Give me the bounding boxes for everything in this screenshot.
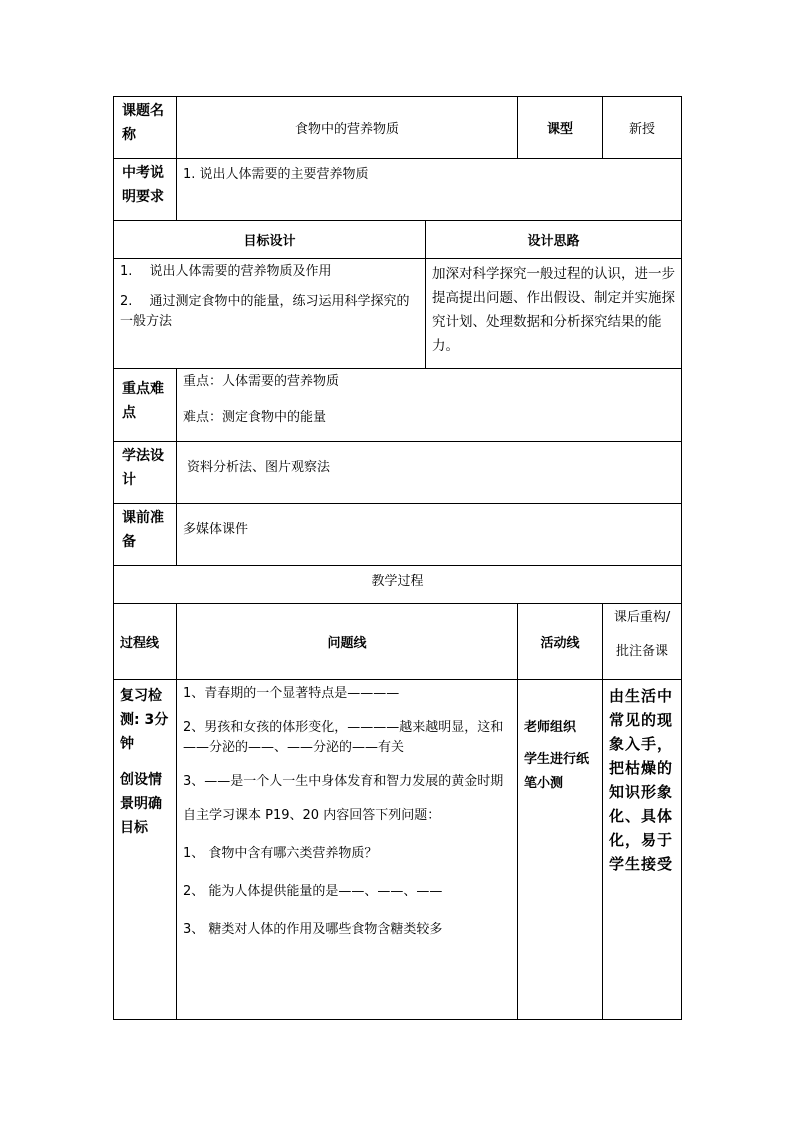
question-item: 1、青春期的一个显著特点是———— [183, 686, 400, 701]
key-points-label-cell [114, 369, 177, 442]
question-item: 1、 食物中含有哪六类营养物质？ [183, 846, 378, 861]
questions-cell [177, 680, 518, 1020]
exam-requirements-label-cell [114, 159, 177, 221]
lesson-plan-table [113, 96, 682, 1020]
col-activity-header: 活动线 [540, 636, 580, 651]
goals-cell [114, 259, 426, 369]
title-row [114, 97, 682, 159]
process-title: 教学过程 [371, 574, 424, 589]
prep-label-cell [114, 504, 177, 566]
goal-header: 目标设计 [243, 234, 296, 249]
design-content-row [114, 259, 682, 369]
title-label: 课题名称 [122, 103, 164, 143]
idea-header-cell [426, 221, 682, 259]
question-item: 2、 能为人体提供能量的是——、——、—— [183, 884, 443, 899]
stage-cell [114, 680, 177, 1020]
col-notes-cell [603, 604, 682, 680]
prep-label: 课前准备 [122, 510, 164, 550]
idea-text: 加深对科学探究一般过程的认识，进一步提高提出问题、作出假设、制定并实施探究计划、处理数据和分析探究结果的能力。 [432, 266, 675, 354]
key-points-label: 重点难点 [122, 381, 164, 421]
method-label: 学法设计 [122, 448, 164, 488]
difficulty-text: 难点：测定食物中的能量 [183, 410, 327, 425]
activity-quiz: 学生进行纸笔小测 [524, 752, 590, 791]
lesson-plan-sheet [113, 96, 681, 1020]
activity-cell [518, 680, 603, 1020]
col-activity-cell [518, 604, 603, 680]
design-header-row [114, 221, 682, 259]
stage-context: 创设情景明确目标 [120, 772, 162, 836]
goal-item: 1. 说出人体需要的营养物质及作用 [120, 264, 332, 279]
col-notes-header-line-1: 课后重构/ [613, 610, 671, 625]
key-points-row [114, 369, 682, 442]
type-label-cell [518, 97, 603, 159]
type-label: 课型 [547, 122, 574, 137]
method-cell [177, 442, 682, 504]
title-value: 食物中的营养物质 [295, 122, 400, 137]
question-item: 3、——是一个人一生中身体发育和智力发展的黄金时期 [183, 774, 504, 789]
process-content-row [114, 680, 682, 1020]
col-question-cell [177, 604, 518, 680]
idea-cell [426, 259, 682, 369]
type-value: 新授 [629, 122, 656, 137]
title-value-cell [177, 97, 518, 159]
prep-cell [177, 504, 682, 566]
title-label-cell [114, 97, 177, 159]
prep-text: 多媒体课件 [183, 522, 249, 537]
question-item: 2、男孩和女孩的体形变化，————越来越明显，这和——分泌的——、——分泌的——有关 [183, 720, 504, 755]
notes-cell [603, 680, 682, 1020]
method-row [114, 442, 682, 504]
stage-review: 复习检测: 3分钟 [120, 688, 169, 752]
notes-text: 由生活中常见的现象入手，把枯燥的知识形象化、具体化，易于学生接受 [609, 687, 674, 873]
activity-organize: 老师组织 [524, 720, 577, 735]
exam-requirements-text: 1. 说出人体需要的主要营养物质 [183, 167, 369, 182]
process-title-row [114, 566, 682, 604]
goal-item: 2. 通过测定食物中的能量，练习运用科学探究的一般方法 [120, 294, 410, 329]
type-value-cell [603, 97, 682, 159]
key-points-cell [177, 369, 682, 442]
idea-header: 设计思路 [527, 234, 580, 249]
goal-header-cell [114, 221, 426, 259]
process-title-cell [114, 566, 682, 604]
exam-requirements-cell [177, 159, 682, 221]
col-process-header: 过程线 [120, 636, 160, 651]
exam-requirements-label: 中考说明要求 [122, 165, 164, 205]
col-notes-header-line-2: 批注备课 [616, 644, 669, 659]
col-question-header: 问题线 [327, 636, 367, 651]
exam-requirements-row [114, 159, 682, 221]
question-item: 自主学习课本 P19、20 内容回答下列问题： [183, 808, 441, 823]
method-text: 资料分析法、图片观察法 [187, 460, 331, 475]
method-label-cell [114, 442, 177, 504]
process-header-row [114, 604, 682, 680]
prep-row [114, 504, 682, 566]
col-process-cell [114, 604, 177, 680]
question-item: 3、 糖类对人体的作用及哪些食物含糖类较多 [183, 922, 443, 937]
key-point-text: 重点：人体需要的营养物质 [183, 374, 340, 389]
